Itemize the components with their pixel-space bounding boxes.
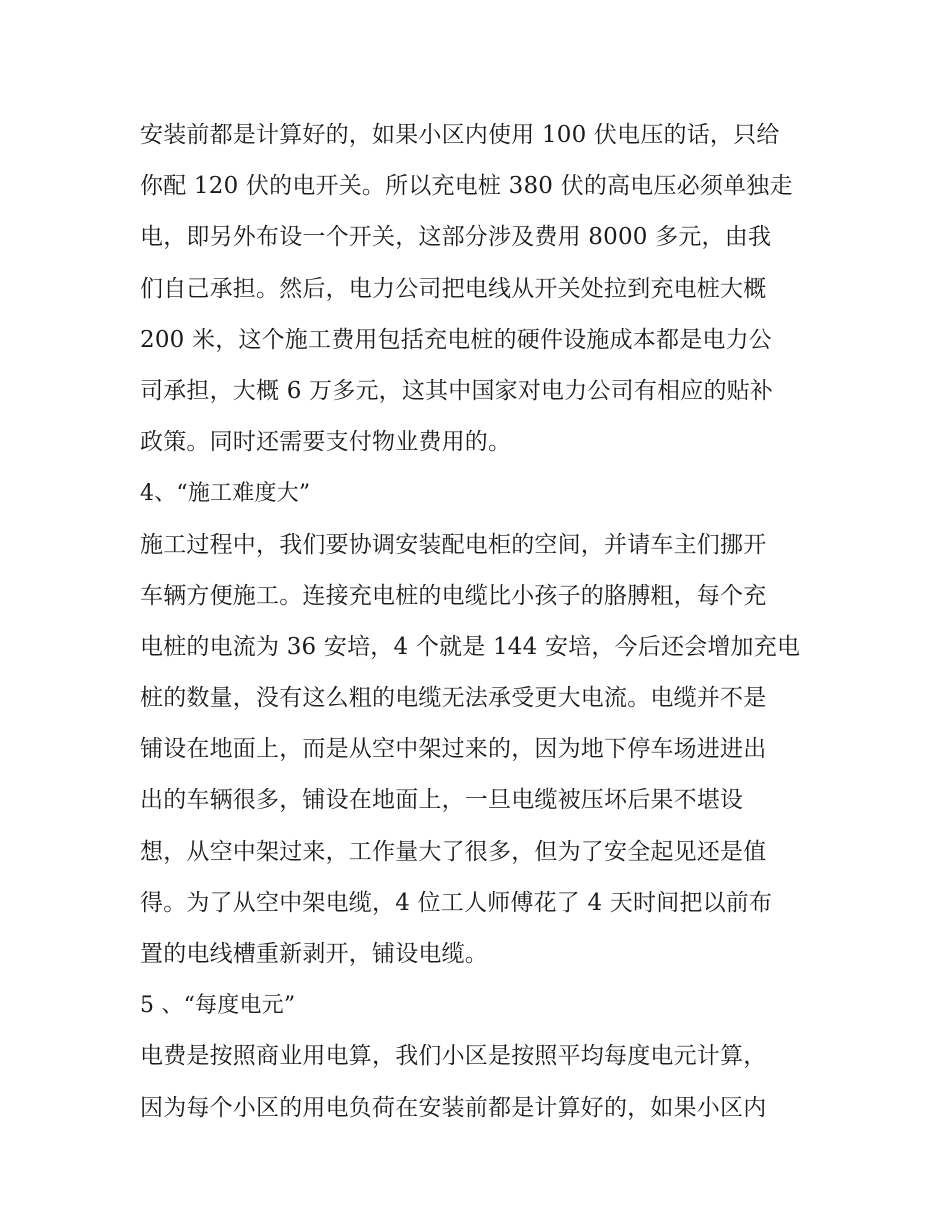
paragraph-1 <box>140 110 815 468</box>
text-line: 200 米，这个施工费用包括充电桩的硬件设施成本都是电力公 <box>140 326 773 353</box>
paragraph-3 <box>140 1031 815 1133</box>
text-line: 想，从空中架过来，工作量大了很多，但为了安全起见还是值 <box>140 838 767 865</box>
section-heading-5: 5 、“每度电元” <box>140 993 296 1019</box>
section-heading-4: 4、“施工难度大” <box>140 481 311 507</box>
text-line: 因为每个小区的用电负荷在安装前都是计算好的，如果小区内 <box>140 1094 767 1121</box>
text-line: 电，即另外布设一个开关，这部分涉及费用 8000 多元，由我 <box>140 224 772 251</box>
text-line: 桩的数量，没有这么粗的电缆无法承受更大电流。电缆并不是 <box>140 685 767 712</box>
text-line: 置的电线槽重新剥开，铺设电缆。 <box>140 941 488 967</box>
text-line: 你配 120 伏的电开关。所以充电桩 380 伏的高电压必须单独走 <box>140 173 793 200</box>
text-line: 电费是按照商业用电算，我们小区是按照平均每度电元计算， <box>140 1043 767 1070</box>
text-line: 电桩的电流为 36 安培，4 个就是 144 安培，今后还会增加充电 <box>140 633 801 660</box>
text-line: 们自己承担。然后，电力公司把电线从开关处拉到充电桩大概 <box>140 275 767 302</box>
text-line: 施工过程中，我们要协调安装配电柜的空间，并请车主们挪开 <box>140 531 767 558</box>
text-line: 司承担，大概 6 万多元，这其中国家对电力公司有相应的贴补 <box>140 377 774 404</box>
text-line: 铺设在地面上，而是从空中架过来的，因为地下停车场进进出 <box>140 736 767 763</box>
text-line: 车辆方便施工。连接充电桩的电缆比小孩子的胳膊粗，每个充 <box>140 582 767 609</box>
text-line: 出的车辆很多，铺设在地面上，一旦电缆被压坏后果不堪设 <box>140 787 744 814</box>
document-page <box>140 110 815 1134</box>
paragraph-2 <box>140 520 815 981</box>
text-line: 政策。同时还需要支付物业费用的。 <box>140 429 512 456</box>
text-line: 得。为了从空中架电缆，4 位工人师傅花了 4 天时间把以前布 <box>140 889 773 916</box>
text-line: 安装前都是计算好的，如果小区内使用 100 伏电压的话，只给 <box>140 122 780 148</box>
